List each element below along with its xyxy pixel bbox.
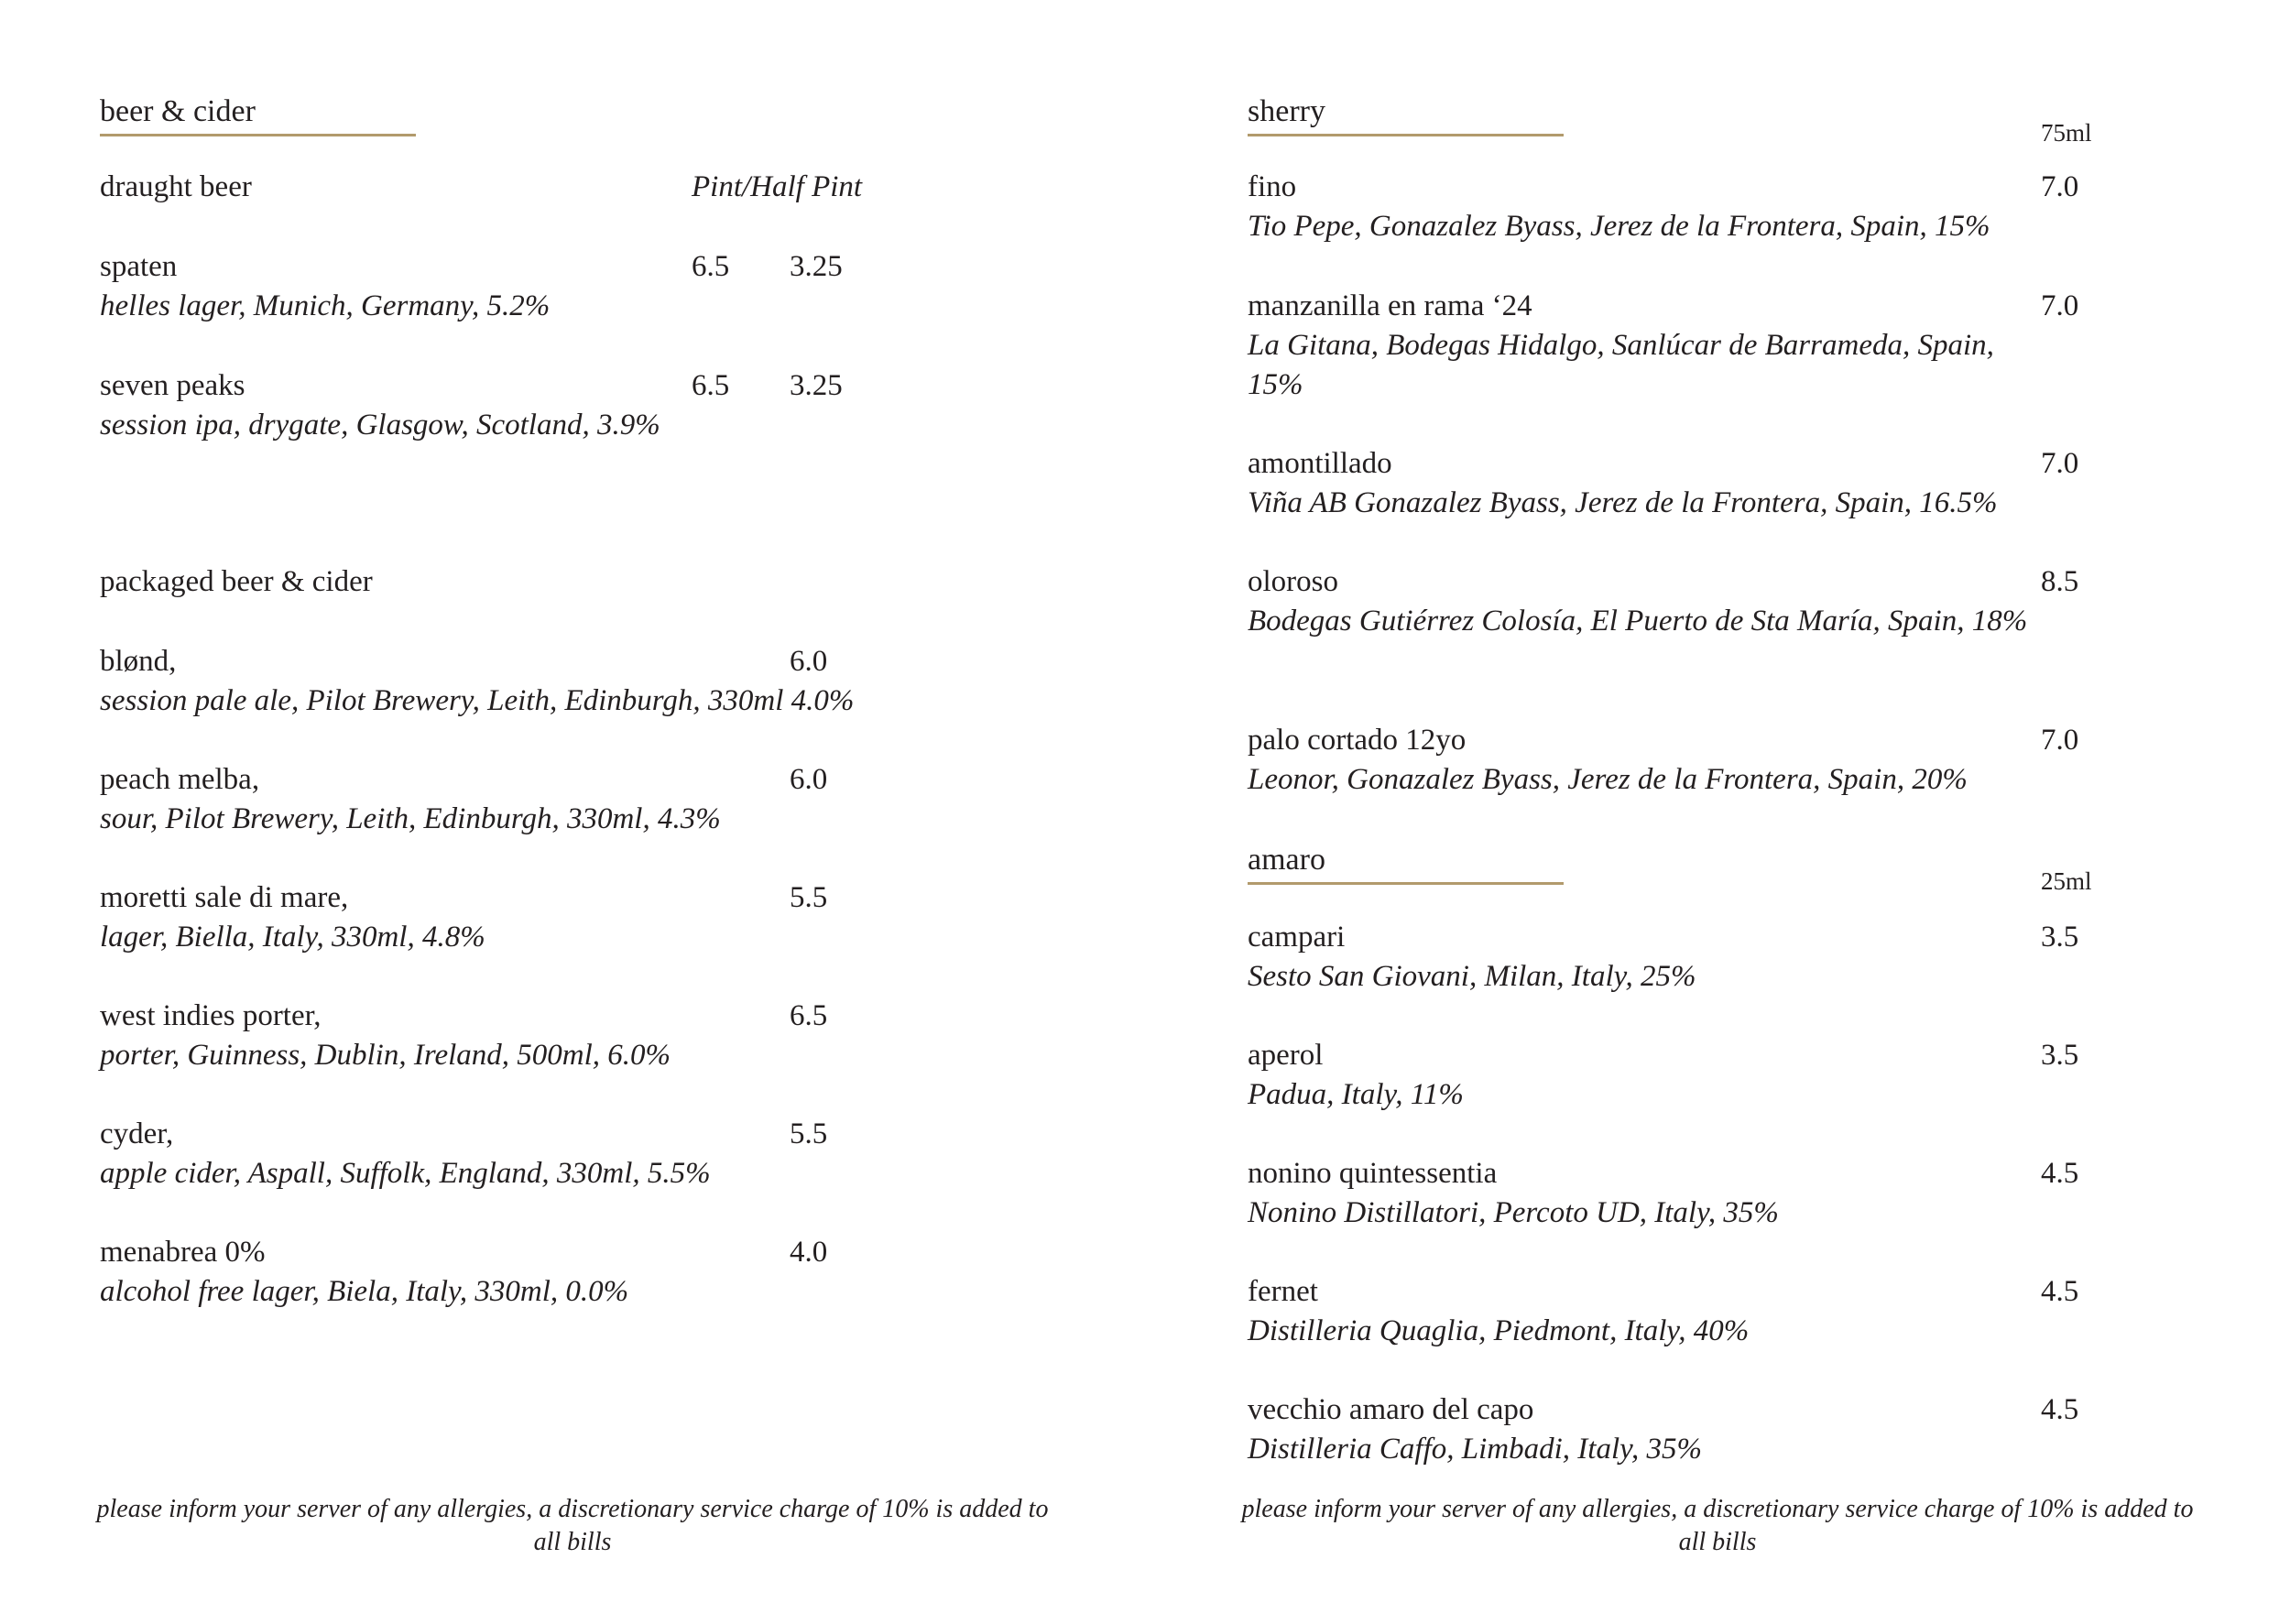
menu-item-desc: Distilleria Caffo, Limbadi, Italy, 35%	[1248, 1433, 1702, 1466]
menu-item-name: spaten	[100, 250, 178, 283]
menu-item-desc: apple cider, Aspall, Suffolk, England, 330ml, 5.5%	[100, 1157, 711, 1190]
menu-item-desc: lager, Biella, Italy, 330ml, 4.8%	[100, 921, 485, 954]
menu-item-name: palo cortado 12yo	[1248, 724, 1467, 757]
menu-item-price: 3.5	[2041, 1039, 2079, 1072]
menu-item-desc: Viña AB Gonazalez Byass, Jerez de la Frontera, Spain, 16.5%	[1248, 486, 1998, 519]
menu-item-desc: session ipa, drygate, Glasgow, Scotland, 3.9%	[100, 409, 660, 441]
menu-item-desc: sour, Pilot Brewery, Leith, Edinburgh, 330ml, 4.3%	[100, 802, 721, 835]
menu-item-desc: Leonor, Gonazalez Byass, Jerez de la Frontera, Spain, 20%	[1248, 763, 1968, 796]
right-page	[1145, 0, 2290, 1624]
footer-note: please inform your server of any allergies, a discretionary service charge of 10% is added to all bills	[96, 1495, 1049, 1556]
menu-item-price: 7.0	[2041, 170, 2079, 203]
footer-note: please inform your server of any allergies, a discretionary service charge of 10% is added to all bills	[1241, 1495, 2194, 1556]
menu-item-name: fernet	[1248, 1275, 1318, 1308]
menu-item-price-pint: 6.5	[692, 369, 730, 402]
menu-item-desc: La Gitana, Bodegas Hidalgo, Sanlúcar de Barrameda, Spain, 15%	[1248, 329, 1994, 401]
section-title-amaro: amaro	[1248, 843, 1325, 877]
price-header-pint-half: Pint/Half Pint	[692, 170, 863, 203]
draught-heading: draught beer	[100, 170, 252, 203]
section-rule	[1248, 882, 1564, 885]
menu-item-name: peach melba,	[100, 763, 260, 796]
menu-item-name: nonino quintessentia	[1248, 1157, 1498, 1190]
menu-item-price: 7.0	[2041, 724, 2079, 757]
menu-item-desc: Sesto San Giovani, Milan, Italy, 25%	[1248, 960, 1696, 993]
menu-item-name: oloroso	[1248, 565, 1338, 598]
menu-item-desc: Bodegas Gutiérrez Colosía, El Puerto de Sta María, Spain, 18%	[1248, 605, 2028, 638]
menu-item-desc: alcohol free lager, Biela, Italy, 330ml, 0.0%	[100, 1275, 629, 1308]
menu-item-name: manzanilla en rama ‘24	[1248, 289, 1532, 322]
menu-item-price: 4.0	[790, 1236, 828, 1269]
menu-item-price: 8.5	[2041, 565, 2079, 598]
menu-item-price-pint: 6.5	[692, 250, 730, 283]
serving-size-label: 25ml	[2041, 867, 2092, 895]
menu-item-desc: Nonino Distillatori, Percoto UD, Italy, 35%	[1248, 1196, 1779, 1229]
menu-item-name: blønd,	[100, 645, 177, 678]
menu-item-desc: helles lager, Munich, Germany, 5.2%	[100, 289, 551, 322]
menu-item-price: 6.0	[790, 645, 828, 678]
menu-item-name: campari	[1248, 921, 1346, 954]
section-rule	[1248, 134, 1564, 136]
menu-item-price: 3.5	[2041, 921, 2079, 954]
menu-item-name: moretti sale di mare,	[100, 881, 349, 914]
menu-item-desc: session pale ale, Pilot Brewery, Leith, Edinburgh, 330ml 4.0%	[100, 684, 855, 717]
menu-item-price: 5.5	[790, 881, 828, 914]
packaged-heading: packaged beer & cider	[100, 565, 373, 598]
menu-item-price: 4.5	[2041, 1157, 2079, 1190]
menu-item-price: 7.0	[2041, 447, 2079, 480]
menu-item-name: west indies porter,	[100, 999, 322, 1032]
menu-item-name: menabrea 0%	[100, 1236, 266, 1269]
section-rule	[100, 134, 416, 136]
menu-item-name: amontillado	[1248, 447, 1392, 480]
menu-item-price-half: 3.25	[790, 250, 843, 283]
menu-item-name: aperol	[1248, 1039, 1324, 1072]
menu-item-desc: Distilleria Quaglia, Piedmont, Italy, 40%	[1248, 1314, 1750, 1347]
menu-item-price: 5.5	[790, 1117, 828, 1150]
section-title-beer-cider: beer & cider	[100, 94, 256, 128]
menu-item-desc: porter, Guinness, Dublin, Ireland, 500ml, 6.0%	[100, 1039, 671, 1072]
menu-item-desc: Padua, Italy, 11%	[1248, 1078, 1464, 1111]
menu-item-desc: Tio Pepe, Gonazalez Byass, Jerez de la Frontera, Spain, 15%	[1248, 210, 1990, 243]
menu-item-price-half: 3.25	[790, 369, 843, 402]
serving-size-label: 75ml	[2041, 119, 2092, 147]
menu-item-name: fino	[1248, 170, 1297, 203]
menu-item-name: cyder,	[100, 1117, 174, 1150]
menu-item-price: 7.0	[2041, 289, 2079, 322]
menu-item-name: vecchio amaro del capo	[1248, 1393, 1534, 1426]
menu-item-price: 4.5	[2041, 1275, 2079, 1308]
menu-item-price: 6.5	[790, 999, 828, 1032]
menu-item-price: 6.0	[790, 763, 828, 796]
section-title-sherry: sherry	[1248, 94, 1325, 128]
menu-item-price: 4.5	[2041, 1393, 2079, 1426]
menu-item-name: seven peaks	[100, 369, 245, 402]
